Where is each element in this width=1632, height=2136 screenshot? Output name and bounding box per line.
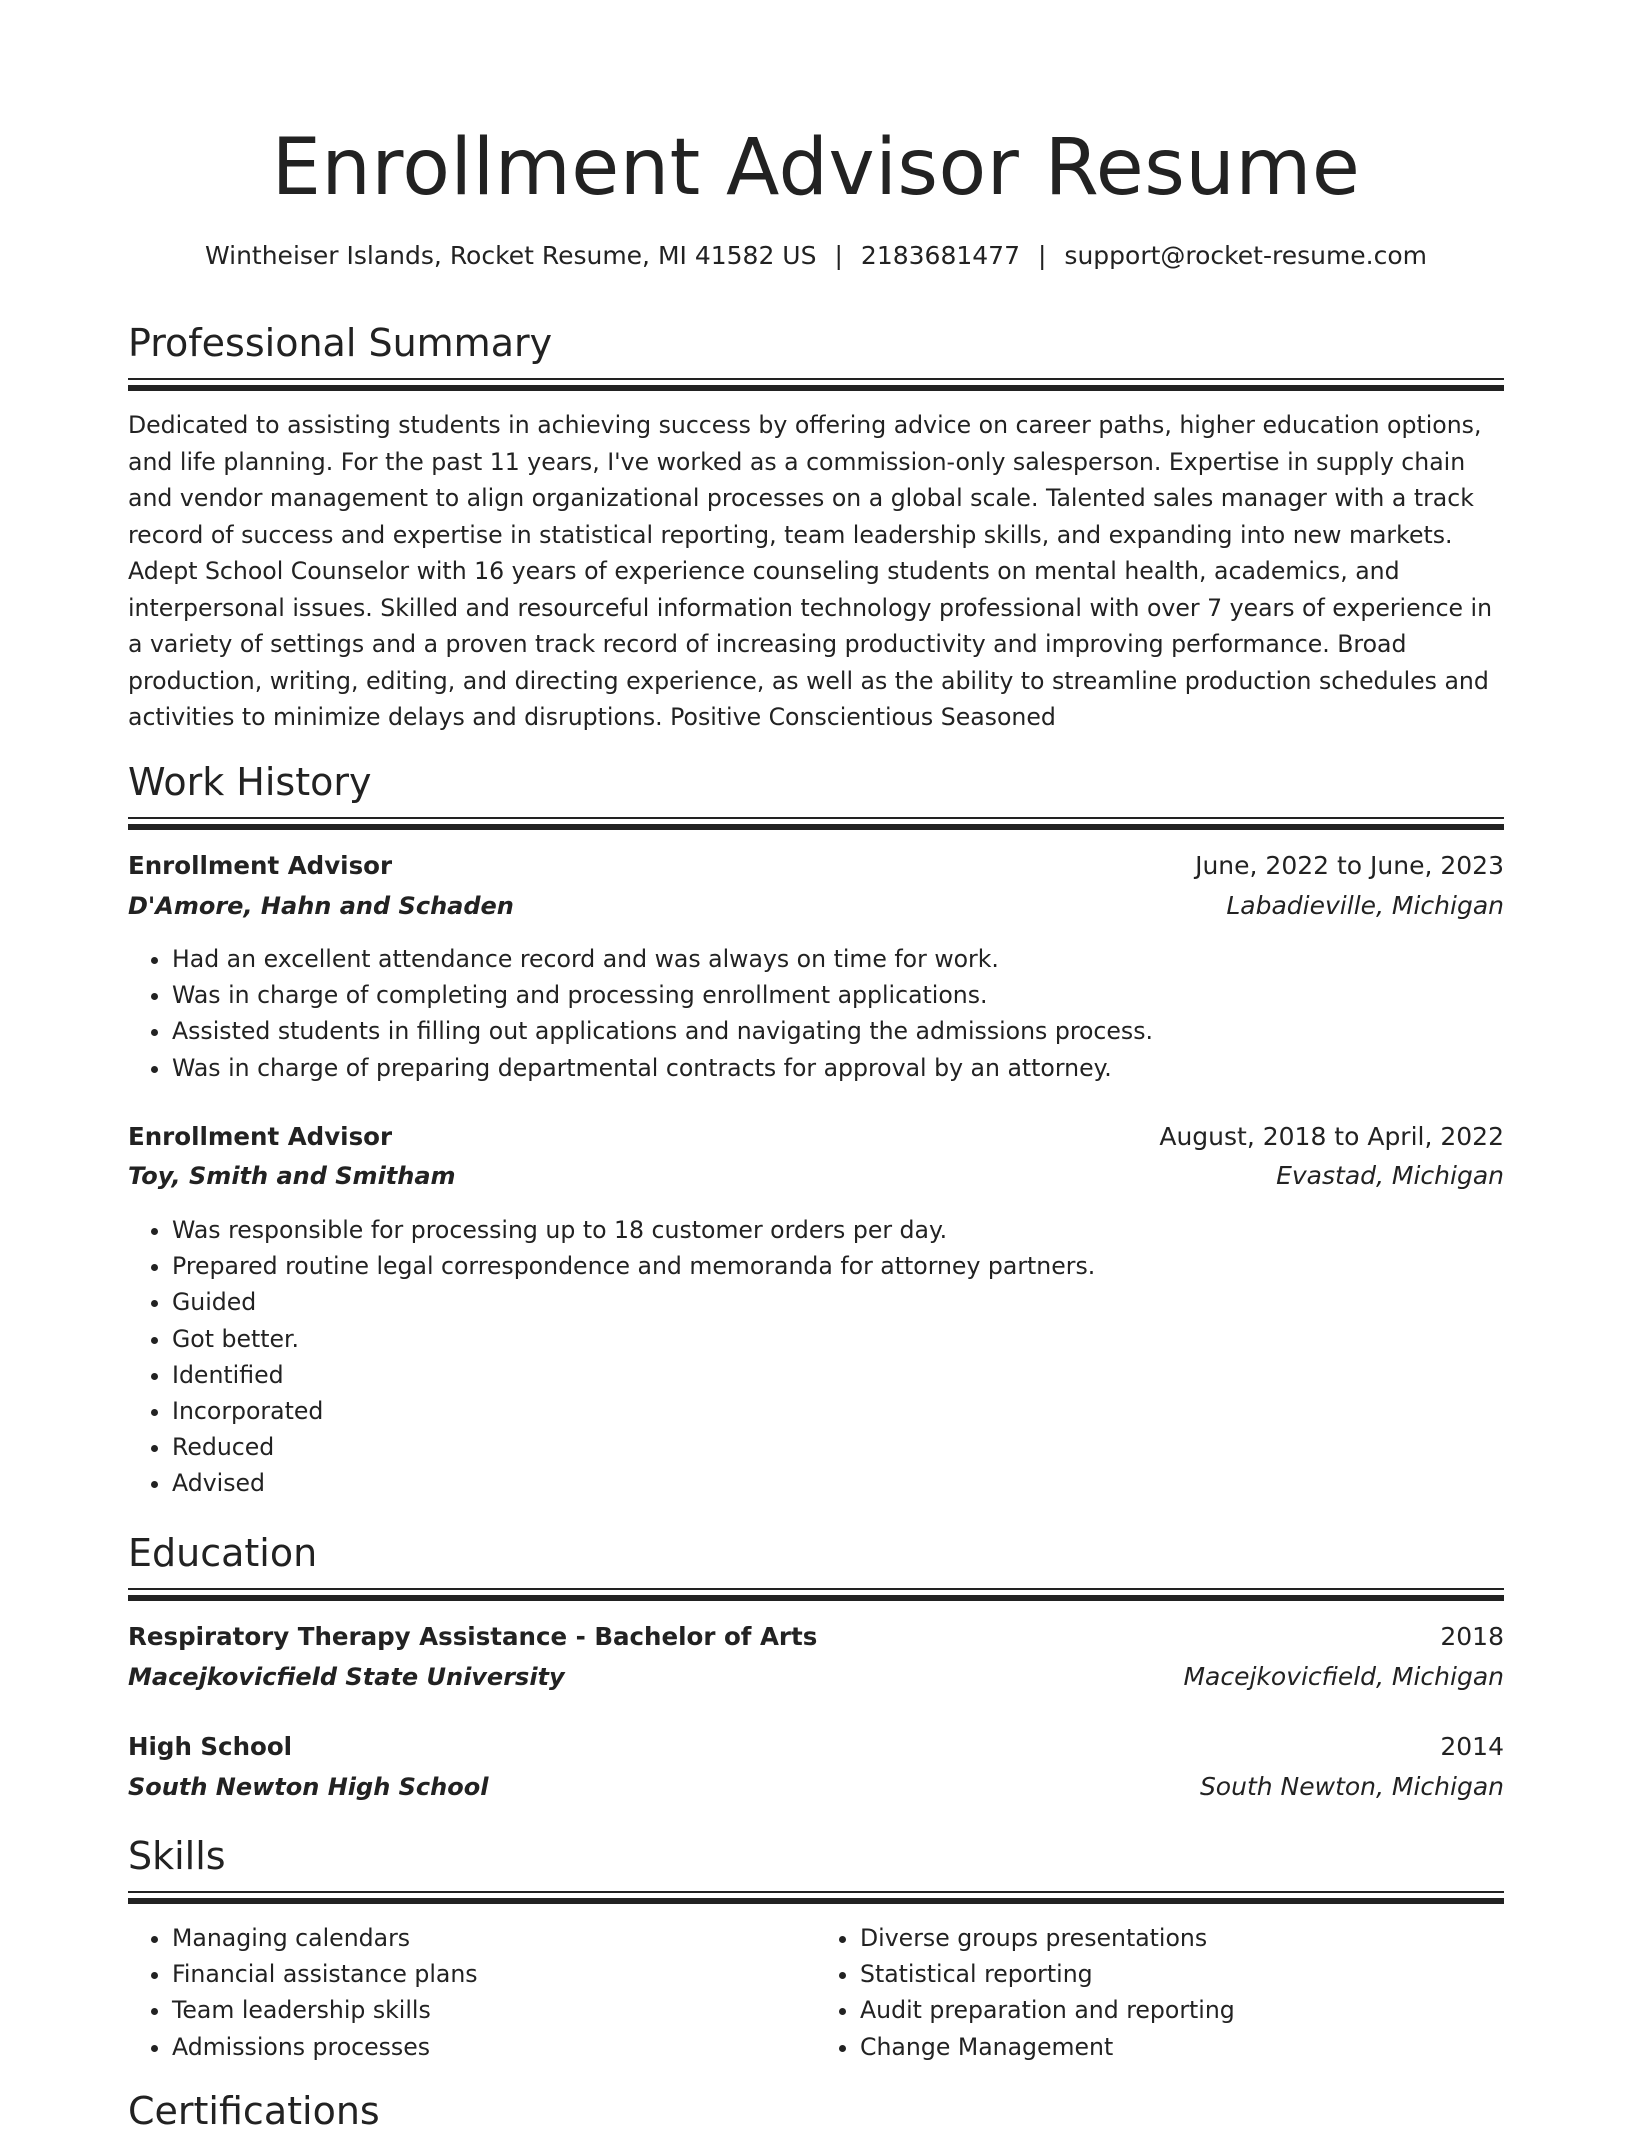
list-item: • Was in charge of completing and processing enrollment applications. <box>172 977 1153 1013</box>
list-item: • Financial assistance plans <box>172 1956 816 1992</box>
contact-line <box>128 238 1504 274</box>
job-position: Enrollment Advisor <box>128 851 393 880</box>
education-header <box>128 1729 1504 1765</box>
list-item: • Reduced <box>172 1429 1095 1465</box>
list-item: • Identified <box>172 1357 1095 1393</box>
education-year: 2014 <box>1440 1732 1504 1761</box>
list-item: • Was responsible for processing up to 18 customer orders per day. <box>172 1212 1095 1248</box>
list-item: • Got better. <box>172 1321 1095 1357</box>
job-company: D'Amore, Hahn and Schaden <box>128 892 514 920</box>
job-company: Toy, Smith and Smitham <box>128 1162 456 1190</box>
job-location: Evastad, Michigan <box>1276 1161 1504 1190</box>
education-location: Macejkovicfield, Michigan <box>1183 1662 1504 1691</box>
section-divider <box>128 817 1504 830</box>
contact-address: Wintheiser Islands, Rocket Resume, MI 41582 US <box>204 241 817 270</box>
list-item: • Assisted students in filling out applications and navigating the admissions process. <box>172 1013 1153 1049</box>
job-dates: June, 2022 to June, 2023 <box>1195 851 1504 880</box>
skills-grid <box>128 1920 1504 2065</box>
education-subheader <box>128 1659 1504 1695</box>
education-subheader <box>128 1769 1504 1805</box>
job-bullets <box>128 941 1153 1086</box>
education-degree: High School <box>128 1732 293 1761</box>
job-subheader <box>128 888 1504 924</box>
list-item: • Guided <box>172 1284 1095 1320</box>
education-school: South Newton High School <box>128 1773 489 1801</box>
list-item: • Advised <box>172 1465 1095 1501</box>
list-item: • Managing calendars <box>172 1920 816 1956</box>
education-school: Macejkovicfield State University <box>128 1663 565 1691</box>
contact-separator: | <box>834 241 843 270</box>
list-item: • Team leadership skills <box>172 1992 816 2028</box>
contact-email: support@rocket-resume.com <box>1064 241 1428 270</box>
list-item: • Change Management <box>860 2029 1504 2065</box>
list-item: • Prepared routine legal correspondence and memoranda for attorney partners. <box>172 1248 1095 1284</box>
education-header <box>128 1619 1504 1655</box>
job-subheader <box>128 1158 1504 1194</box>
job-header <box>128 848 1504 884</box>
list-item: • Admissions processes <box>172 2029 816 2065</box>
list-item: • Had an excellent attendance record and was always on time for work. <box>172 941 1153 977</box>
summary-heading: Professional Summary <box>128 321 553 365</box>
education-year: 2018 <box>1440 1622 1504 1651</box>
list-item: • Diverse groups presentations <box>860 1920 1504 1956</box>
job-bullets <box>128 1212 1095 1502</box>
skills-heading: Skills <box>128 1834 226 1878</box>
education-degree: Respiratory Therapy Assistance - Bachelor of Arts <box>128 1622 818 1651</box>
certifications-heading: Certifications <box>128 2089 380 2133</box>
job-location: Labadieville, Michigan <box>1226 891 1504 920</box>
job-dates: August, 2018 to April, 2022 <box>1159 1122 1504 1151</box>
list-item: • Statistical reporting <box>860 1956 1504 1992</box>
section-divider <box>128 1891 1504 1904</box>
section-divider <box>128 378 1504 391</box>
work-history-heading: Work History <box>128 760 372 804</box>
job-header <box>128 1119 1504 1155</box>
education-heading: Education <box>128 1531 318 1575</box>
skills-column-left <box>128 1920 816 2065</box>
list-item: • Incorporated <box>172 1393 1095 1429</box>
skills-column-right <box>816 1920 1504 2065</box>
contact-separator: | <box>1037 241 1047 270</box>
list-item: • Was in charge of preparing departmental contracts for approval by an attorney. <box>172 1050 1153 1086</box>
summary-text: Dedicated to assisting students in achieving success by offering advice on career paths, higher education options, and life planning. For the past 11 years, I've worked as a commission-only salesperson. Expertise in supply chain and vendor management to align organizational processes on a global scale. Talented sales manager with a track record of success and expertise in statistical reporting, team leadership skills, and expanding into new markets. Adept School Counselor with 16 years of experience counseling students on mental health, academics, and interpersonal issues. Skilled and resourceful information technology professional with over 7 years of experience in a variety of settings and a proven track record of increasing productivity and improving performance. Broad production, writing, editing, and directing experience, as well as the ability to streamline production schedules and activities to minimize delays and disruptions. Positive Conscientious Seasoned <box>128 411 1493 731</box>
list-item: • Audit preparation and reporting <box>860 1992 1504 2028</box>
job-position: Enrollment Advisor <box>128 1122 393 1151</box>
section-divider <box>128 1588 1504 1601</box>
contact-phone: 2183681477 <box>860 241 1020 270</box>
education-location: South Newton, Michigan <box>1199 1772 1504 1801</box>
resume-title: Enrollment Advisor Resume <box>271 123 1361 213</box>
